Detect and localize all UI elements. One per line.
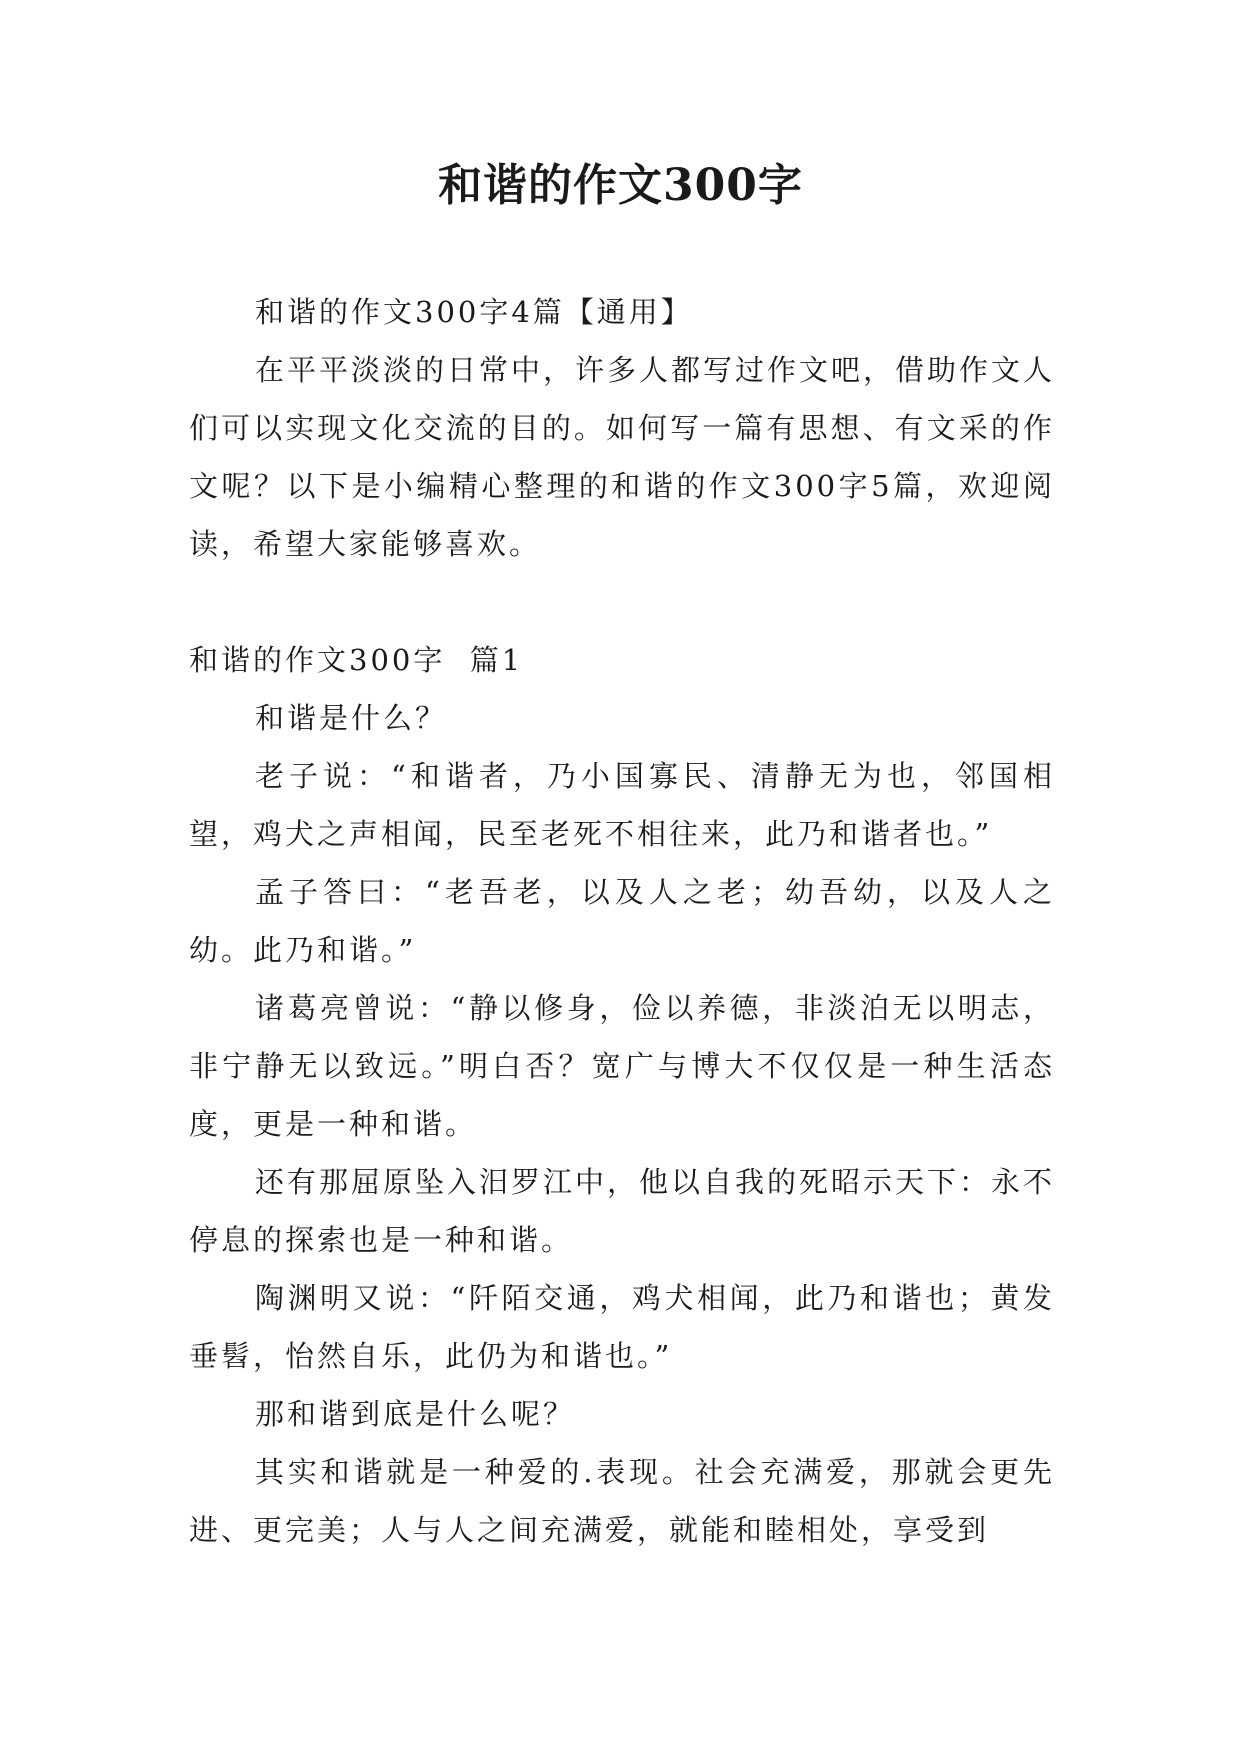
body-paragraph: 还有那屈原坠入汨罗江中，他以自我的死昭示天下：永不停息的探索也是一种和谐。: [189, 1165, 1056, 1257]
intro-paragraph: 在平平淡淡的日常中，许多人都写过作文吧，借助作文人们可以实现文化交流的目的。如何写一篇有思想、有文采的作文呢？以下是小编精心整理的和谐的作文300字5篇，欢迎阅读，希望大家能够喜欢。: [189, 353, 1056, 561]
body-paragraph: 其实和谐就是一种爱的.表现。社会充满爱，那就会更先进、更完美；人与人之间充满爱，就能和睦相处，享受到: [189, 1455, 1055, 1547]
body-paragraph: 老子说：“和谐者，乃小国寡民、清静无为也，邻国相望，鸡犬之声相闻，民至老死不相往来，此乃和谐者也。”: [189, 759, 1055, 851]
section-spacer: [189, 573, 1055, 631]
section-heading: 和谐的作文300字 篇1: [189, 643, 524, 677]
intro-heading: 和谐的作文300字4篇【通用】: [255, 295, 693, 329]
body-paragraph: 那和谐到底是什么呢？: [255, 1397, 576, 1431]
body-paragraph: 孟子答曰：“老吾老，以及人之老；幼吾幼，以及人之幼。此乃和谐。”: [189, 875, 1055, 967]
body-paragraph: 诸葛亮曾说：“静以修身，俭以养德，非淡泊无以明志，非宁静无以致远。”明白否？宽广与博大不仅仅是一种生活态度，更是一种和谐。: [189, 991, 1055, 1141]
body-paragraph: 和谐是什么？: [255, 701, 448, 735]
body-paragraph: 陶渊明又说：“阡陌交通，鸡犬相闻，此乃和谐也；黄发垂髫，怡然自乐，此仍为和谐也。”: [189, 1281, 1055, 1373]
document-title: 和谐的作文300字: [438, 160, 803, 211]
document-body: [189, 283, 1055, 1559]
